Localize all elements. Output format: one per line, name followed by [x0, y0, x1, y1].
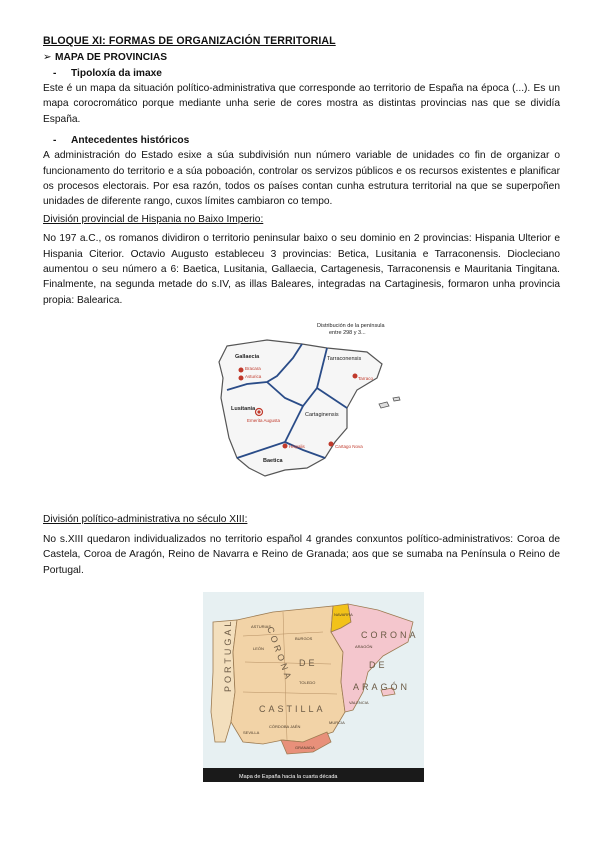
- map-label-de: DE: [299, 657, 318, 668]
- map-small-label: MURCIA: [329, 719, 345, 725]
- kingdoms-map: [203, 592, 424, 782]
- dash-bullet: -: [53, 135, 57, 147]
- document-page: [43, 34, 560, 782]
- map-small-label: ASTURIAS: [251, 623, 272, 629]
- map-city-cartago-nova: Cartago Nova: [335, 444, 363, 450]
- map-label-gallaecia: Gallaecia: [235, 354, 260, 361]
- hispania-paragraph: No 197 a.C., os romanos dividiron o territorio peninsular baixo o seu dominio en 2 provincias: Hispania Ulterior e Hispania Citerior. Octavio Augusto estableceu 3 provincias: Betica, Lusitania e Tarraconensis. Diocleciano aumentou o seu número a 6: Baetica, Lusitania, Gallaecia, Cartagenesis, Tarraconensis e Mauritania Tingitana. Finalmente, na segunda metade do s.IV, as illas Baleares, integradas na Cartaginesis, formaron unha provincia propia: Balearica.: [43, 233, 560, 306]
- section-heading-label: MAPA DE PROVINCIAS: [55, 52, 168, 63]
- document-title: BLOQUE XI: FORMAS DE ORGANIZACIÓN TERRITORIAL: [43, 35, 336, 47]
- map-small-label: LEÓN: [253, 645, 264, 651]
- map-label-tarraconensis: Tarraconensis: [327, 356, 362, 363]
- tipoloxia-heading: [43, 66, 560, 81]
- map-small-label: SEVILLA: [243, 729, 260, 735]
- map-city-bracara: Bracara: [245, 366, 261, 372]
- map-city-tarraco: Tarraco: [358, 376, 374, 382]
- map-label-portugal: PORTUGAL: [223, 618, 233, 692]
- map-label-corona-aragon: CORONA: [361, 629, 419, 640]
- map-label-baetica: Baetica: [263, 458, 283, 465]
- map-label-cartaginensis: Cartaginensis: [305, 412, 339, 419]
- antecedentes-paragraph: A administración do Estado esixe a súa subdivisión nun número variable de unidades co fin de organizar o funcionamento do territorio e a súa poboación, controlar os servizos públicos e os recursos existentes e planificar os procesos electorais. Por esa razón, todos os países contan cunha estrutura territorial na que se superpoñen unidades de diferente rango, cuxos límites cambiaron co tempo.: [43, 150, 560, 208]
- map-small-label: ARAGÓN: [355, 643, 373, 649]
- dash-bullet: -: [53, 68, 57, 79]
- map-city-hispalis: Hispalis: [289, 444, 305, 450]
- map-label-castilla: CASTILLA: [259, 703, 326, 714]
- antecedentes-heading-label: Antecedentes históricos: [71, 135, 190, 147]
- antecedentes-heading: [43, 133, 560, 148]
- map-label-de-aragon: DE: [369, 659, 388, 670]
- map-small-label: VALENCIA: [349, 699, 369, 705]
- tipoloxia-heading-label: Tipoloxía da imaxe: [71, 68, 162, 79]
- map-label-lusitania: Lusitania: [231, 406, 256, 413]
- map-caption-line: entre 298 y 3...: [329, 330, 366, 337]
- map-small-label: TOLEDO: [299, 679, 316, 685]
- arrow-bullet-icon: ➢: [43, 52, 52, 63]
- map-city-asturica: Asturica: [245, 374, 262, 380]
- map-label-navarra: NAVARRA: [334, 611, 353, 617]
- map-label-aragon: ARAGÓN: [353, 681, 411, 692]
- section-heading: [43, 50, 560, 66]
- map-caption: Mapa de España hacia la cuarta década: [239, 773, 338, 780]
- tipoloxia-paragraph: Este é un mapa da situación político-administrativa que corresponde ao territorio de España na época (...). Es un mapa corocromático porque mediante unha serie de cores mostra as distintas provincias nas que se dividía España.: [43, 83, 560, 125]
- xiii-paragraph: No s.XIII quedaron individualizados no territorio español 4 grandes conxuntos político-administrativos: Coroa de Castela, Coroa de Aragón, Reino de Navarra e Reino de Granada; aos que se sumaba na Península o Reino de Portugal.: [43, 533, 560, 576]
- map-city-emerita: Emerita Augusta: [247, 418, 281, 424]
- map-label-corona: CORONA: [265, 625, 295, 683]
- map-small-label: CÓRDOBA JAÉN: [269, 723, 301, 729]
- map-label-granada: GRANADA: [295, 744, 315, 750]
- hispania-subtitle: División provincial de Hispania no Baixo Imperio:: [43, 213, 264, 225]
- map-small-label: BURGOS: [295, 635, 313, 641]
- map-caption-line: Distribución de la península: [317, 323, 385, 330]
- xiii-subtitle: División político-administrativa no século XIII:: [43, 514, 248, 526]
- roman-provinces-map: [207, 318, 417, 502]
